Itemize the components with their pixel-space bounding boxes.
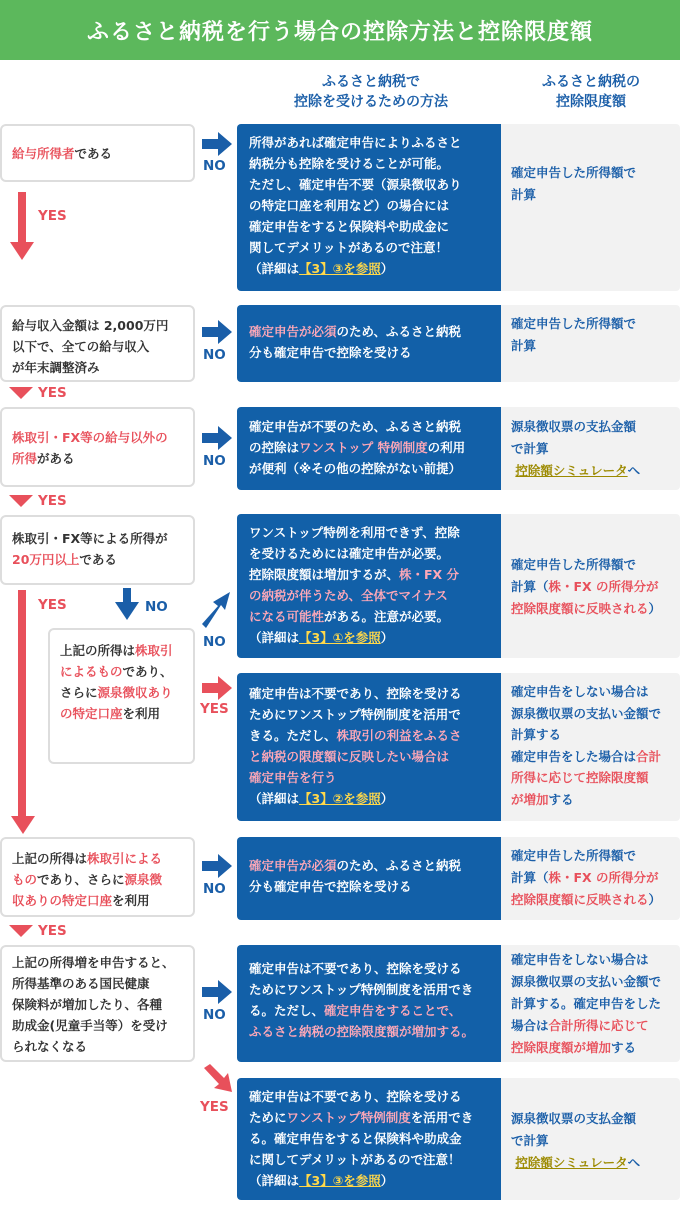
method-box-2 (237, 305, 501, 382)
cond1-text: である (74, 145, 113, 161)
m8-line: る。確定申告をすると保険料や助成金 (249, 1131, 462, 1146)
limit-box-3 (501, 407, 680, 490)
m1-ref-post: ） (380, 261, 394, 276)
m5-ref-pre: （詳細は (249, 791, 300, 806)
condition-salary-earner (0, 124, 195, 182)
l6-highlight: 控除限度額に反映される (511, 892, 649, 907)
m6-highlight: 確定申告が必須 (249, 858, 337, 873)
l3-line: 源泉徴収票の支払金額 (511, 419, 637, 434)
l4-line: 計算（ (511, 579, 549, 594)
l7-line: 計算する。確定申告をした (511, 996, 662, 1011)
l6-line: 計算（ (511, 870, 549, 885)
method-box-6 (237, 837, 501, 920)
no-label: NO (203, 881, 226, 897)
l7-line: 源泉徴収票の支払い金額で (511, 974, 662, 989)
l8-line: 源泉徴収票の支払金額 (511, 1111, 637, 1126)
reference-link[interactable]: 【3】①を参照 (299, 630, 381, 645)
method-box-1 (237, 124, 501, 291)
method-box-7 (237, 945, 501, 1062)
no-label: NO (145, 599, 168, 615)
yes-label: YES (38, 597, 67, 613)
c6-text: であり、さらに (37, 872, 125, 887)
m2-line: のため、ふるさと納税 (336, 324, 462, 339)
c7-line: られなくなる (12, 1039, 88, 1054)
l3-line: で計算 (511, 441, 549, 456)
m7-line: ためにワンストップ特例制度を活用でき (249, 982, 474, 997)
m1-line: 確定申告をすると保険料や助成金に (249, 219, 450, 234)
yes-arrow-down-icon (8, 192, 36, 262)
l7-highlight: 控除限度額が増加 (511, 1040, 612, 1055)
limit-header-line2: 控除限度額 (556, 94, 626, 110)
l4-line: 確定申告した所得額で (511, 557, 637, 572)
c5-highlight: の特定口座 (60, 706, 123, 721)
l5-highlight: 合計 (636, 748, 662, 764)
l5-line: 確定申告をしない場合は (511, 684, 649, 699)
l4-line: ） (648, 601, 662, 616)
condition-stock-withholding-account-2 (0, 837, 195, 917)
no-label: NO (203, 158, 226, 174)
l7-line: 確定申告をしない場合は (511, 952, 649, 967)
l6-highlight: 株・FX の所得分が (548, 870, 659, 885)
c3-highlight: 株取引・FX等の給与以外の (12, 430, 168, 445)
l3-line: へ (627, 463, 641, 478)
c5-text: 上記の所得は (60, 643, 136, 658)
limit-box-1 (501, 124, 680, 291)
no-label: NO (203, 1007, 226, 1023)
m5-highlight: と納税の限度額に反映したい場合は (249, 749, 450, 764)
m1-line: 関してデメリットがあるので注意！ (249, 240, 449, 255)
m5-highlight: 確定申告を行う (249, 770, 337, 785)
m4-ref-pre: （詳細は (249, 630, 300, 645)
m1-line: 所得があれば確定申告によりふるさと (249, 135, 462, 150)
cond1-highlight: 給与所得者 (12, 145, 75, 161)
l4-highlight: 株・FX の所得分が (548, 579, 659, 594)
c7-line: 助成金(児童手当等）を受け (12, 1018, 168, 1033)
limit-box-5 (501, 673, 680, 821)
yes-arrow-down-icon (8, 924, 34, 938)
no-arrow-icon (200, 978, 234, 1006)
method-header-line1: ふるさと納税で (322, 74, 420, 90)
c5-text: であり、 (122, 664, 173, 679)
c2-line: が年末調整済み (12, 360, 100, 375)
m5-line: 確定申告は不要であり、控除を受ける (249, 686, 462, 701)
c6-highlight: 株取引による (87, 851, 163, 866)
limit-box-4 (501, 514, 680, 658)
m8-ref-post: ） (380, 1173, 394, 1188)
l5-line: 計算する (511, 727, 562, 742)
limit-box-6 (501, 837, 680, 920)
yes-arrow-down-icon (8, 386, 34, 400)
method-box-4 (237, 514, 501, 658)
c2-line: 以下で、全ての給与収入 (12, 339, 150, 354)
yes-label: YES (38, 923, 67, 939)
m2-line: 分も確定申告で控除を受ける (249, 345, 412, 360)
m7-highlight: ふるさと納税の控除限度額が増加する。 (249, 1024, 475, 1039)
reference-link[interactable]: 【3】③を参照 (299, 261, 381, 276)
m6-line: 分も確定申告で控除を受ける (249, 879, 412, 894)
m4-line: 控除限度額は増加するが、 (249, 567, 400, 582)
m4-highlight: 株・FX 分 (399, 567, 460, 582)
c6-text: を利用 (112, 893, 150, 908)
limit-header-line1: ふるさと納税の (542, 74, 640, 90)
yes-arrow-down-icon (8, 494, 34, 508)
c3-text: がある (37, 451, 75, 466)
yes-label: YES (38, 493, 67, 509)
condition-income-under-20m (0, 305, 195, 382)
m4-line: がある。注意が必要。 (324, 609, 450, 624)
c5-highlight: 源泉徴収あり (97, 685, 173, 700)
l6-line: ） (648, 892, 662, 907)
limit-box-8 (501, 1078, 680, 1200)
m8-line: ために (249, 1110, 287, 1125)
no-label: NO (203, 347, 226, 363)
m1-line: 納税分も控除を受けることが可能。 (249, 156, 450, 171)
m5-highlight: 株取引の利益をふるさ (336, 728, 462, 743)
m3-line: の利用 (427, 440, 466, 455)
m8-line: 確定申告は不要であり、控除を受ける (249, 1089, 462, 1104)
method-box-3 (237, 407, 501, 490)
m8-line: に関してデメリットがあるので注意！ (249, 1152, 461, 1167)
l2-line: 計算 (511, 338, 537, 353)
m8-line: を活用でき (410, 1110, 474, 1125)
m2-highlight: 確定申告が必須 (249, 324, 337, 339)
limit-column-header (502, 72, 680, 112)
m7-highlight: 確定申告をすることで、 (324, 1003, 462, 1018)
m4-highlight: になる可能性 (249, 609, 325, 624)
condition-insurance-increase (0, 945, 195, 1062)
limit-box-7 (501, 945, 680, 1062)
m4-line: を受けるためには確定申告が必要。 (249, 546, 450, 561)
m3-line: が便利（※その他の控除がない前提） (249, 461, 462, 476)
no-label: NO (203, 634, 226, 650)
c6-highlight: 収ありの特定口座 (12, 893, 113, 908)
m4-highlight: の納税が伴うため、全体でマイナス (249, 588, 448, 603)
condition-non-salary-income (0, 407, 195, 487)
yes-label: YES (38, 208, 67, 224)
c7-line: 保険料が増加したり、各種 (12, 997, 163, 1012)
simulator-link[interactable]: 控除額シミュレータ (515, 1155, 628, 1170)
m8-highlight: ワンストップ特例制度 (286, 1110, 411, 1125)
m3-line: の控除は (249, 440, 300, 455)
method-header-line2: 控除を受けるための方法 (294, 94, 448, 110)
yes-label: YES (38, 385, 67, 401)
l8-line: で計算 (511, 1133, 549, 1148)
m4-ref-post: ） (380, 630, 394, 645)
l1-line: 計算 (511, 187, 537, 202)
c5-text: を利用 (122, 706, 161, 721)
condition-over-200k (0, 515, 195, 585)
yes-arrow-right-icon (200, 674, 234, 702)
l2-line: 確定申告した所得額で (511, 316, 637, 331)
limit-box-2 (501, 305, 680, 382)
c5-text: さらに (60, 685, 98, 700)
c5-highlight: 株取引 (135, 643, 173, 658)
l5-line: する (548, 791, 574, 807)
m4-line: ワンストップ特例を利用できず、控除 (249, 525, 460, 540)
no-arrow-icon (200, 424, 234, 452)
l8-line: へ (627, 1155, 641, 1170)
method-box-8 (237, 1078, 501, 1200)
c6-text: 上記の所得は (12, 851, 88, 866)
no-arrow-icon (200, 130, 234, 158)
simulator-link[interactable]: 控除額シミュレータ (515, 463, 628, 478)
m3-highlight: ワンストップ 特例制度 (299, 440, 428, 455)
c2-line: 給与収入金額は 2,000万円 (12, 318, 169, 333)
no-arrow-icon (200, 852, 234, 880)
l4-highlight: 控除限度額に反映される (511, 601, 649, 616)
l1-line: 確定申告した所得額で (511, 165, 637, 180)
m1-ref-pre: （詳細は (249, 261, 300, 276)
yes-label: YES (200, 701, 229, 717)
condition-stock-withholding-account (48, 628, 195, 764)
yes-diagonal-arrow-icon (200, 1062, 236, 1096)
l5-line: 源泉徴収票の支払い金額で (511, 705, 662, 721)
m7-line: る。ただし、 (249, 1003, 325, 1018)
c4-highlight: 20万円以上 (12, 552, 80, 567)
m7-line: 確定申告は不要であり、控除を受ける (249, 961, 462, 976)
l7-line: する (611, 1040, 637, 1055)
reference-link[interactable]: 【3】③を参照 (299, 1173, 381, 1188)
m5-line: ためにワンストップ特例制度を活用で (249, 707, 461, 722)
no-arrow-down-icon (114, 588, 140, 622)
c6-highlight: 源泉徴 (124, 872, 163, 887)
l6-line: 確定申告した所得額で (511, 848, 637, 863)
no-label: NO (203, 453, 226, 469)
c6-highlight: もの (12, 872, 38, 887)
m6-line: のため、ふるさと納税 (336, 858, 462, 873)
reference-link[interactable]: 【3】②を参照 (299, 791, 381, 806)
c4-line: 株取引・FX等による所得が (12, 531, 168, 546)
m8-ref-pre: （詳細は (249, 1173, 300, 1188)
c4-text: である (79, 552, 117, 567)
yes-long-arrow-icon (10, 590, 36, 836)
m1-line: ただし、確定申告不要（源泉徴収あり (249, 177, 462, 192)
no-diagonal-arrow-icon (198, 586, 234, 630)
method-column-header (240, 72, 502, 112)
m5-line: きる。ただし、 (249, 728, 337, 743)
c5-highlight: によるもの (60, 664, 123, 679)
l5-line: 確定申告をした場合は (511, 748, 637, 764)
m1-line: の特定口座を利用など）の場合には (249, 198, 450, 213)
no-arrow-icon (200, 318, 234, 346)
method-box-5 (237, 673, 501, 821)
m5-ref-post: ） (380, 791, 394, 806)
c7-line: 上記の所得増を申告すると、 (12, 955, 175, 970)
c7-line: 所得基準のある国民健康 (12, 976, 150, 991)
m3-line: 確定申告が不要のため、ふるさと納税 (249, 419, 462, 434)
yes-label: YES (200, 1099, 229, 1115)
l7-line: 場合は (511, 1018, 549, 1033)
l5-highlight: 所得に応じて控除限度額 (511, 770, 649, 785)
page-title: ふるさと納税を行う場合の控除方法と控除限度額 (0, 0, 680, 60)
l5-highlight: が増加 (511, 791, 549, 807)
l7-highlight: 合計所得に応じて (548, 1018, 649, 1033)
c3-highlight: 所得 (12, 451, 38, 466)
